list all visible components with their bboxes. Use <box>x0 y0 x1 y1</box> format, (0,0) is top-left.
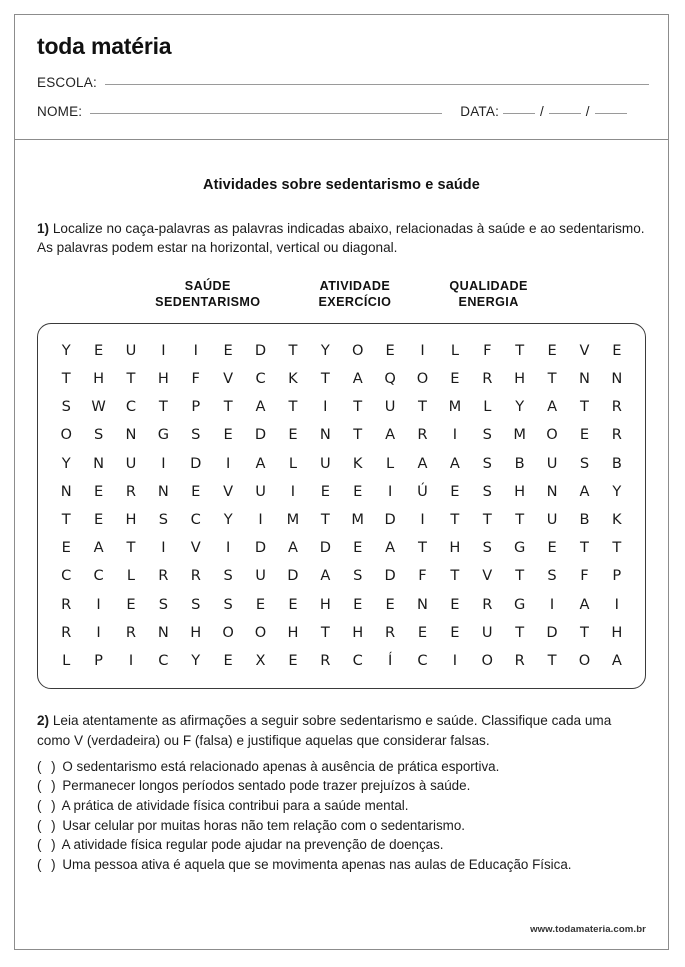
grid-cell[interactable]: C <box>190 511 201 529</box>
grid-cell[interactable]: V <box>579 341 590 359</box>
grid-cell[interactable]: D <box>287 567 299 585</box>
grid-cell[interactable]: O <box>254 623 267 641</box>
grid-cell[interactable]: Y <box>61 454 71 472</box>
date-separator-2: / <box>585 104 590 119</box>
word-qualidade: QUALIDADE <box>449 278 528 293</box>
grid-cell[interactable]: E <box>61 539 71 557</box>
grid-cell[interactable]: C <box>93 567 104 585</box>
grid-cell[interactable]: M <box>351 511 364 529</box>
grid-cell[interactable]: O <box>222 623 234 641</box>
school-field-row <box>37 75 649 90</box>
grid-cell[interactable]: Y <box>320 341 330 359</box>
grid-cell[interactable]: T <box>61 511 71 529</box>
grid-cell[interactable]: X <box>255 652 266 670</box>
statement-item <box>37 796 646 816</box>
grid-cell[interactable]: S <box>579 454 590 472</box>
grid-cell[interactable]: T <box>450 511 460 529</box>
grid-cell[interactable]: E <box>288 426 298 444</box>
grid-cell[interactable]: T <box>579 398 589 416</box>
grid-cell[interactable]: I <box>96 623 101 641</box>
statement-list <box>37 757 646 874</box>
grid-cell[interactable]: T <box>547 652 557 670</box>
grid-cell[interactable]: I <box>323 398 328 416</box>
grid-cell[interactable]: C <box>417 652 428 670</box>
grid-row <box>47 421 636 449</box>
grid-cell[interactable]: U <box>125 341 137 359</box>
grid-cell[interactable]: N <box>319 426 331 444</box>
grid-cell[interactable]: R <box>514 652 525 670</box>
grid-cell[interactable]: F <box>483 341 492 359</box>
grid-cell[interactable]: E <box>579 426 590 444</box>
grid-cell[interactable]: I <box>193 341 198 359</box>
grid-cell[interactable]: N <box>125 426 137 444</box>
grid-cell[interactable]: P <box>94 652 103 670</box>
grid-cell[interactable]: C <box>125 398 137 416</box>
question-1-number: 1) <box>37 221 50 236</box>
grid-cell[interactable]: I <box>290 482 296 500</box>
grid-cell[interactable]: A <box>320 567 331 585</box>
grid-cell[interactable]: S <box>61 398 71 416</box>
grid-cell[interactable]: E <box>450 595 460 613</box>
statement-answer-box[interactable]: ( ) <box>37 856 59 872</box>
grid-cell[interactable]: K <box>612 511 622 529</box>
grid-cell[interactable]: S <box>482 482 492 500</box>
grid-cell[interactable]: U <box>481 623 493 641</box>
statement-answer-box[interactable]: ( ) <box>37 837 59 853</box>
date-year-blank[interactable] <box>595 112 627 114</box>
grid-cell[interactable]: T <box>482 511 492 529</box>
grid-row <box>47 506 636 534</box>
grid-cell[interactable]: W <box>91 398 106 416</box>
grid-cell[interactable]: T <box>515 567 525 585</box>
grid-cell[interactable]: E <box>450 370 460 388</box>
grid-cell[interactable]: E <box>385 595 395 613</box>
statement-text: Permanecer longos períodos sentado pode trazer prejuízos à saúde. <box>58 778 471 794</box>
grid-cell[interactable]: O <box>351 341 364 359</box>
grid-cell[interactable]: S <box>158 595 168 613</box>
brand-logo: toda matéria <box>37 33 172 59</box>
grid-cell[interactable]: T <box>515 623 525 641</box>
grid-cell[interactable]: T <box>450 567 460 585</box>
grid-cell[interactable]: Y <box>61 341 71 359</box>
grid-cell[interactable]: B <box>514 454 525 472</box>
grid-cell[interactable]: T <box>320 623 330 641</box>
grid-cell[interactable]: K <box>352 454 363 472</box>
grid-cell[interactable]: D <box>319 539 331 557</box>
grid-cell[interactable]: Y <box>191 652 201 670</box>
grid-cell[interactable]: D <box>190 454 202 472</box>
grid-cell[interactable]: N <box>60 482 72 500</box>
grid-cell[interactable]: E <box>288 652 298 670</box>
grid-cell[interactable]: E <box>93 482 104 500</box>
grid-cell[interactable]: S <box>158 511 168 529</box>
grid-cell[interactable]: H <box>514 370 526 388</box>
grid-cell[interactable]: I <box>128 652 134 670</box>
grid-cell[interactable]: M <box>286 511 300 529</box>
grid-cell[interactable]: U <box>546 511 558 529</box>
grid-cell[interactable]: A <box>417 454 428 472</box>
grid-row <box>47 478 636 506</box>
statement-text: A atividade física regular pode ajudar na prevenção de doenças. <box>58 837 444 853</box>
grid-cell[interactable]: I <box>225 539 231 557</box>
grid-cell[interactable]: N <box>611 370 623 388</box>
statement-item <box>37 776 646 796</box>
grid-cell[interactable]: F <box>418 567 427 585</box>
grid-cell[interactable]: E <box>223 652 233 670</box>
grid-cell[interactable]: L <box>450 341 459 359</box>
grid-cell[interactable]: T <box>579 539 589 557</box>
grid-cell[interactable]: T <box>515 511 525 529</box>
grid-cell[interactable]: B <box>579 511 590 529</box>
grid-cell[interactable]: E <box>450 623 460 641</box>
grid-cell[interactable]: O <box>546 426 558 444</box>
grid-cell[interactable]: H <box>611 623 623 641</box>
grid-cell[interactable]: C <box>158 652 169 670</box>
grid-row <box>47 647 636 675</box>
grid-cell[interactable]: Y <box>223 511 233 529</box>
grid-cell[interactable]: R <box>125 482 137 500</box>
grid-cell[interactable]: O <box>416 370 429 388</box>
word-energia: ENERGIA <box>458 295 519 310</box>
grid-cell[interactable]: R <box>611 426 622 444</box>
grid-cell[interactable]: E <box>353 595 363 613</box>
grid-cell[interactable]: M <box>513 426 526 444</box>
date-month-blank[interactable] <box>549 112 581 114</box>
grid-cell[interactable]: I <box>258 511 263 529</box>
grid-cell[interactable]: U <box>384 398 396 416</box>
grid-cell[interactable]: S <box>482 539 492 557</box>
grid-cell[interactable]: E <box>223 426 233 444</box>
grid-cell[interactable]: H <box>514 482 526 500</box>
grid-row <box>47 450 636 478</box>
grid-cell[interactable]: C <box>255 370 266 388</box>
word-saude: SAÚDE <box>184 278 231 293</box>
statement-answer-box[interactable]: ( ) <box>37 758 59 774</box>
grid-cell[interactable]: A <box>255 398 266 416</box>
grid-cell[interactable]: A <box>385 539 396 557</box>
grid-cell[interactable]: R <box>158 567 169 585</box>
grid-cell[interactable]: T <box>547 370 557 388</box>
statement-item <box>37 835 646 855</box>
grid-cell[interactable]: S <box>223 567 233 585</box>
grid-cell[interactable]: A <box>352 370 363 388</box>
grid-cell[interactable]: E <box>93 341 104 359</box>
grid-cell[interactable]: N <box>93 454 105 472</box>
grid-cell[interactable]: E <box>93 511 104 529</box>
name-label: NOME: <box>37 104 83 119</box>
name-write-line[interactable] <box>90 112 442 114</box>
school-label: ESCOLA: <box>37 75 97 90</box>
grid-cell[interactable]: K <box>288 370 298 388</box>
grid-cell[interactable]: U <box>319 454 331 472</box>
statement-text: Usar celular por muitas horas não tem relação com o sedentarismo. <box>58 817 466 833</box>
grid-cell[interactable]: E <box>547 341 557 359</box>
statement-text: Uma pessoa ativa é aquela que se movimenta apenas nas aulas de Educação Física. <box>58 856 572 872</box>
grid-cell[interactable]: S <box>93 426 104 444</box>
grid-cell[interactable]: O <box>60 426 72 444</box>
statement-answer-box[interactable]: ( ) <box>37 778 59 794</box>
grid-cell[interactable]: I <box>161 454 166 472</box>
grid-cell[interactable]: E <box>191 482 201 500</box>
grid-cell[interactable]: U <box>255 482 266 500</box>
grid-cell[interactable]: L <box>483 398 492 416</box>
grid-cell[interactable]: N <box>157 482 169 500</box>
question-2-text: Leia atentamente as afirmações a seguir sobre sedentarismo e saúde. Classifique cada uma como V (verdadeira) ou F (falsa) e justifique aquelas que considerar falsas. <box>37 713 612 748</box>
grid-cell[interactable]: D <box>254 539 267 557</box>
word-atividade: ATIVIDADE <box>319 278 391 293</box>
grid-cell[interactable]: F <box>191 370 200 388</box>
grid-row <box>47 591 636 619</box>
grid-cell[interactable]: Í <box>387 652 393 670</box>
grid-cell[interactable]: A <box>611 652 622 670</box>
date-day-blank[interactable] <box>503 112 535 114</box>
grid-row <box>47 619 636 647</box>
grid-cell[interactable]: H <box>93 370 105 388</box>
grid-cell[interactable]: T <box>61 370 71 388</box>
grid-cell[interactable]: I <box>452 652 458 670</box>
grid-cell[interactable]: T <box>223 398 233 416</box>
word-sedentarismo: SEDENTARISMO <box>155 295 261 310</box>
grid-cell[interactable]: T <box>418 539 427 557</box>
grid-cell[interactable]: U <box>255 567 266 585</box>
grid-cell[interactable]: O <box>578 652 591 670</box>
grid-cell[interactable]: Y <box>612 482 622 500</box>
grid-row <box>47 337 636 365</box>
grid-cell[interactable]: M <box>448 398 462 416</box>
grid-cell[interactable]: R <box>61 623 72 641</box>
grid-cell[interactable]: T <box>515 341 525 359</box>
grid-cell[interactable]: T <box>288 398 298 416</box>
grid-cell[interactable]: T <box>126 370 136 388</box>
grid-cell[interactable]: E <box>320 482 330 500</box>
grid-cell[interactable]: E <box>353 482 363 500</box>
grid-cell[interactable]: R <box>320 652 331 670</box>
grid-cell[interactable]: I <box>96 595 101 613</box>
grid-cell[interactable]: E <box>255 595 266 613</box>
grid-cell[interactable]: S <box>191 595 201 613</box>
grid-cell[interactable]: G <box>157 426 170 444</box>
grid-cell[interactable]: T <box>288 341 298 359</box>
grid-cell[interactable]: D <box>254 426 267 444</box>
grid-cell[interactable]: I <box>452 426 458 444</box>
grid-cell[interactable]: H <box>319 595 331 613</box>
grid-cell[interactable]: U <box>546 454 558 472</box>
grid-cell[interactable]: A <box>93 539 104 557</box>
grid-cell[interactable]: L <box>126 567 136 585</box>
grid-cell[interactable]: R <box>385 623 396 641</box>
grid-cell[interactable]: B <box>611 454 622 472</box>
grid-cell[interactable]: E <box>612 341 622 359</box>
grid-cell[interactable]: H <box>157 370 169 388</box>
grid-cell[interactable]: P <box>612 567 622 585</box>
grid-cell[interactable]: V <box>190 539 201 557</box>
footer-url: www.todamateria.com.br <box>530 924 646 935</box>
grid-cell[interactable]: H <box>190 623 202 641</box>
grid-cell[interactable]: L <box>62 652 71 670</box>
grid-cell[interactable]: E <box>353 539 363 557</box>
grid-cell[interactable]: O <box>481 652 494 670</box>
question-2 <box>37 711 646 750</box>
grid-cell[interactable]: F <box>580 567 589 585</box>
statement-text: O sedentarismo está relacionado apenas à ausência de prática esportiva. <box>58 758 500 774</box>
grid-cell[interactable]: I <box>161 341 166 359</box>
grid-cell[interactable]: H <box>352 623 364 641</box>
grid-cell[interactable]: R <box>61 595 72 613</box>
word-exercicio: EXERCÍCIO <box>318 295 392 310</box>
grid-cell[interactable]: E <box>288 595 298 613</box>
date-field <box>460 104 630 119</box>
word-column-1 <box>155 278 260 311</box>
statement-answer-box[interactable]: ( ) <box>37 797 59 813</box>
question-2-number: 2) <box>37 713 50 729</box>
question-1-text: Localize no caça-palavras as palavras indicadas abaixo, relacionadas à saúde e ao sedentarismo. As palavras podem estar na horizontal, vertical ou diagonal. <box>37 221 645 256</box>
grid-cell[interactable]: V <box>223 482 234 500</box>
grid-cell[interactable]: U <box>125 454 137 472</box>
grid-cell[interactable]: S <box>482 454 492 472</box>
question-1 <box>37 219 646 258</box>
date-label: DATA: <box>460 104 500 119</box>
grid-cell[interactable]: S <box>547 567 557 585</box>
grid-cell[interactable]: T <box>158 398 168 416</box>
grid-cell[interactable]: Y <box>515 398 525 416</box>
grid-row <box>47 393 636 421</box>
grid-cell[interactable]: D <box>546 623 558 641</box>
statement-text: A prática de atividade física contribui para a saúde mental. <box>58 797 409 813</box>
grid-cell[interactable]: R <box>125 623 137 641</box>
grid-cell[interactable]: Ú <box>417 482 428 500</box>
grid-cell[interactable]: A <box>385 426 396 444</box>
grid-cell[interactable]: Q <box>384 370 396 388</box>
statement-answer-box[interactable]: ( ) <box>37 817 59 833</box>
word-search-grid[interactable] <box>37 323 646 689</box>
statement-item <box>37 816 646 836</box>
grid-cell[interactable]: R <box>611 398 622 416</box>
grid-cell[interactable]: T <box>320 370 330 388</box>
grid-cell[interactable]: S <box>353 567 363 585</box>
grid-cell[interactable]: N <box>578 370 590 388</box>
grid-cell[interactable]: T <box>320 511 330 529</box>
grid-row <box>47 562 636 590</box>
grid-cell[interactable]: S <box>482 426 492 444</box>
grid-cell[interactable]: D <box>384 511 396 529</box>
grid-cell[interactable]: R <box>482 595 493 613</box>
grid-cell[interactable]: C <box>352 652 363 670</box>
grid-cell[interactable]: A <box>255 454 266 472</box>
grid-cell[interactable]: V <box>223 370 234 388</box>
grid-cell[interactable]: I <box>420 341 425 359</box>
grid-cell[interactable]: T <box>612 539 622 557</box>
school-write-line[interactable] <box>105 83 649 85</box>
grid-cell[interactable]: R <box>190 567 201 585</box>
grid-cell[interactable]: I <box>549 595 555 613</box>
grid-cell[interactable]: E <box>547 539 557 557</box>
grid-row <box>47 365 636 393</box>
grid-cell[interactable]: A <box>449 454 460 472</box>
word-column-3 <box>449 278 527 311</box>
grid-cell[interactable]: N <box>417 595 428 613</box>
grid-cell[interactable]: T <box>418 398 427 416</box>
grid-cell[interactable]: N <box>157 623 169 641</box>
grid-cell[interactable]: D <box>384 567 396 585</box>
grid-cell[interactable]: E <box>126 595 136 613</box>
grid-cell[interactable]: T <box>579 623 589 641</box>
grid-cell[interactable]: T <box>353 426 363 444</box>
worksheet-header <box>15 15 668 140</box>
grid-cell[interactable]: R <box>417 426 428 444</box>
grid-cell[interactable]: A <box>287 539 298 557</box>
grid-cell[interactable]: R <box>482 370 493 388</box>
grid-cell[interactable]: D <box>254 341 267 359</box>
grid-cell[interactable]: L <box>386 454 395 472</box>
grid-cell[interactable]: E <box>385 341 395 359</box>
grid-row <box>47 534 636 562</box>
grid-cell[interactable]: A <box>547 398 558 416</box>
word-column-2 <box>318 278 391 311</box>
statement-item <box>37 855 646 875</box>
grid-cell[interactable]: S <box>223 595 233 613</box>
grid-cell[interactable]: I <box>387 482 393 500</box>
grid-cell[interactable]: S <box>191 426 201 444</box>
grid-cell[interactable]: I <box>161 539 166 557</box>
grid-cell[interactable]: N <box>546 482 558 500</box>
name-date-field-row <box>37 104 649 119</box>
grid-cell[interactable]: H <box>125 511 137 529</box>
grid-cell[interactable]: A <box>579 482 590 500</box>
grid-cell[interactable]: L <box>288 454 297 472</box>
grid-cell[interactable]: V <box>482 567 493 585</box>
grid-cell[interactable]: T <box>353 398 363 416</box>
grid-cell[interactable]: C <box>61 567 72 585</box>
page-title: Atividades sobre sedentarismo e saúde <box>203 177 480 193</box>
grid-cell[interactable]: G <box>514 539 526 557</box>
grid-cell[interactable]: P <box>191 398 201 416</box>
worksheet-content <box>15 140 668 874</box>
grid-cell[interactable]: T <box>126 539 136 557</box>
grid-cell[interactable]: G <box>514 595 526 613</box>
grid-cell[interactable]: H <box>449 539 461 557</box>
statement-item <box>37 757 646 777</box>
grid-cell[interactable]: E <box>450 482 460 500</box>
grid-cell[interactable]: A <box>579 595 590 613</box>
worksheet-page <box>14 14 669 950</box>
grid-cell[interactable]: I <box>420 511 425 529</box>
grid-cell[interactable]: E <box>417 623 428 641</box>
grid-cell[interactable]: I <box>614 595 619 613</box>
word-list <box>15 278 668 311</box>
grid-cell[interactable]: I <box>225 454 231 472</box>
grid-cell[interactable]: E <box>223 341 233 359</box>
grid-cell[interactable]: H <box>287 623 299 641</box>
date-separator-1: / <box>540 104 544 119</box>
